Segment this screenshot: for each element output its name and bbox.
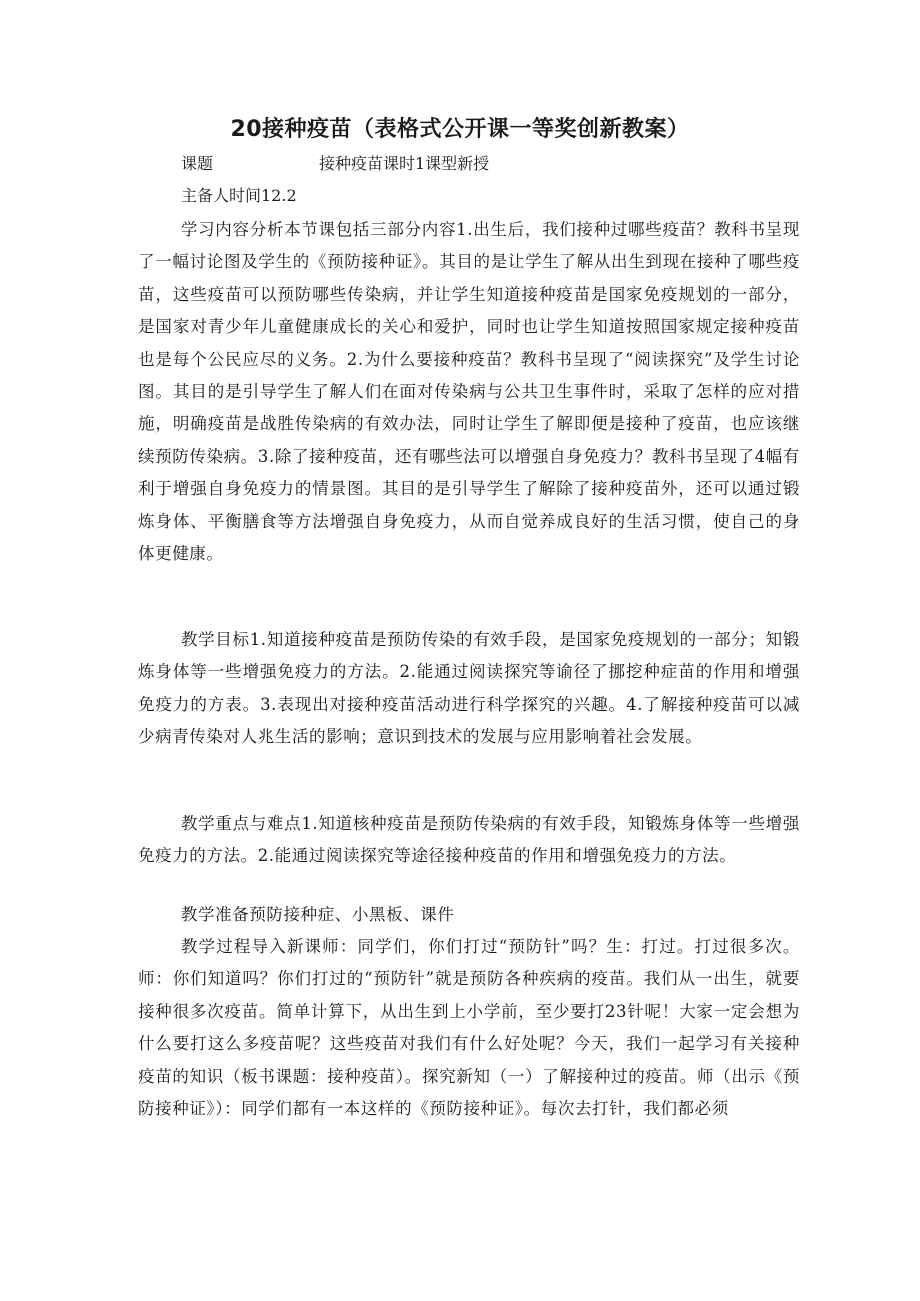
course-row xyxy=(181,152,489,176)
paragraph-teaching-process: 教学过程导入新课师：同学们，你们打过“预防针”吗？生：打过。打过很多次。师：你们知道吗？你们打过的“预防针”就是预防各种疾病的疫苗。我们从一出生，就要接种很多次疫苗。简单计算下，从出生到上小学前，至少要打23针呢！大家一定会想为什么要打这么多疫苗呢？这些疫苗对我们有什么好处呢？今天，我们一起学习有关接种疫苗的知识（板书课题：接种疫苗）。探究新知（一）了解接种过的疫苗。师（出示《预防接种证》）：同学们都有一本这样的《预防接种证》。每次去打针，我们都必须 xyxy=(138,937,800,1119)
paragraph-content-analysis: 学习内容分析本节课包括三部分内容1.出生后，我们接种过哪些疫苗？教科书呈现了一幅讨论图及学生的《预防接种证》。其目的是让学生了解从出生到现在接种了哪些疫苗，这些疫苗可以预防哪些传染病，并让学生知道接种疫苗是国家免疫规划的一部分，是国家对青少年儿童健康成长的关心和爱护，同时也让学生知道按照国家规定接种疫苗也是每个公民应尽的义务。2.为什么要接种疫苗？教科书呈现了“阅读探究”及学生讨论图。其目的是引导学生了解人们在面对传染病与公共卫生事件时，采取了怎样的应对措施，明确疫苗是战胜传染病的有效办法，同时让学生了解即便是接种了疫苗，也应该继续预防传染病。3.除了接种疫苗，还有哪些法可以增强自身免疫力？教科书呈现了4幅有利于增强自身免疫力的情景图。其目的是引导学生了解除了接种疫苗外，还可以通过锻炼身体、平衡膳食等方法增强自身免疫力，从而自觉养成良好的生活习惯，使自己的身体更健康。 xyxy=(138,220,800,564)
course-value: 接种疫苗课时1课型新授 xyxy=(319,154,490,173)
preparer-row: 主备人时间12.2 xyxy=(181,186,297,205)
document-title: 20接种疫苗（表格式公开课一等奖创新教案） xyxy=(230,117,690,142)
paragraph-key-points: 教学重点与难点1.知道核种疫苗是预防传染病的有效手段，知锻炼身体等一些增强免疫力的方法。2.能通过阅读探究等途径接种疫苗的作用和增强免疫力的方法。 xyxy=(138,814,800,866)
course-label: 课题 xyxy=(181,154,214,173)
paragraph-teaching-goals: 教学目标1.知道接种疫苗是预防传染的有效手段，是国家免疫规划的一部分；知锻炼身体等一些增强免疫力的方法。2.能通过阅读探究等谕径了挪挖种症苗的作用和增强免疫力的方表。3.表现出对接种疫苗活动进行科学探究的兴趣。4.了解接种疫苗可以减少病青传染对人兆生活的影响；意识到技术的发展与应用影响着社会发展。 xyxy=(138,630,800,747)
paragraph-preparation: 教学准备预防接种症、小黑板、课件 xyxy=(180,905,455,924)
